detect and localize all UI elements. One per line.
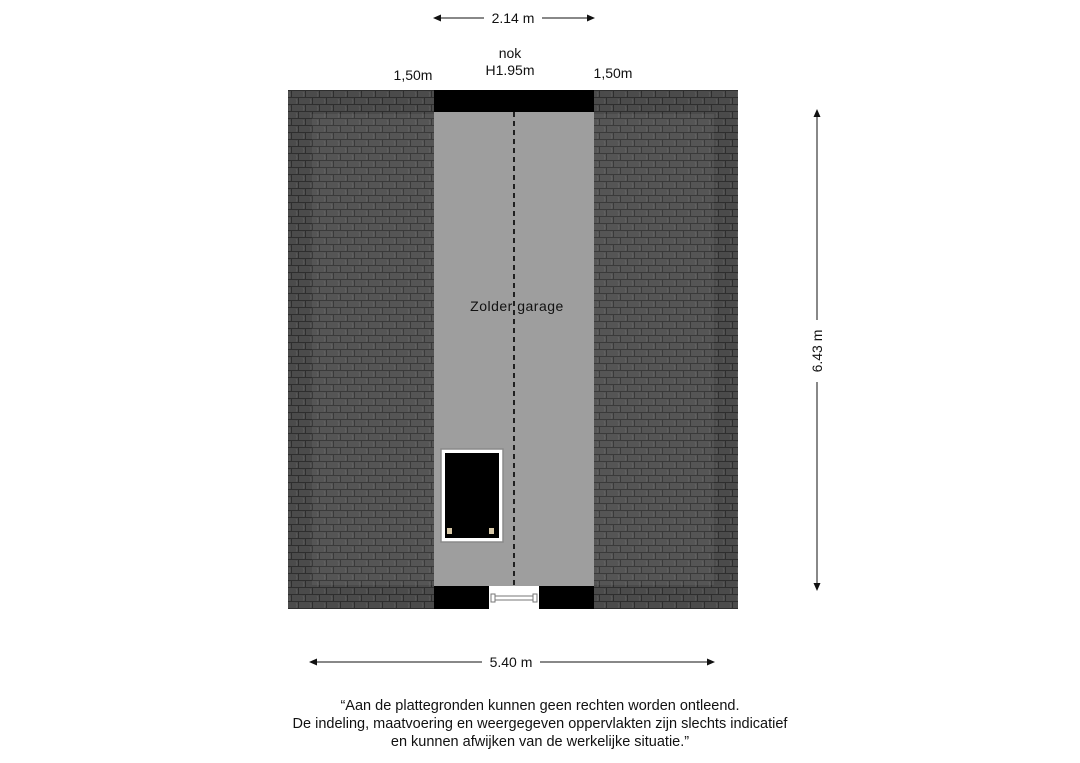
ridge-label: nok	[498, 45, 522, 61]
right-slope-label: 1,50m	[593, 65, 633, 81]
wall-bottom-left	[434, 586, 489, 609]
disclaimer-line-2: De indeling, maatvoering en weergegeven oppervlakten zijn slechts indicatief	[292, 716, 788, 732]
ridge-height-label: H1.95m	[485, 62, 535, 78]
roof-slope-right	[594, 90, 738, 609]
disclaimer-line-3: en kunnen afwijken van de werkelijke situatie.”	[390, 734, 690, 750]
roof-slope-left	[288, 90, 434, 609]
disclaimer-line-1: “Aan de plattegronden kunnen geen rechten worden ontleend.	[340, 698, 740, 714]
bottom-dimension-label: 5.40 m	[489, 654, 533, 670]
top-dimension-label: 2.14 m	[491, 10, 535, 26]
roof-hatch	[441, 449, 503, 542]
right-dimension-label: 6.43 m	[809, 329, 825, 373]
room-label: Zolder garage	[470, 298, 564, 314]
disclaimer	[0, 697, 1080, 751]
door-opening	[489, 586, 539, 609]
wall-top	[434, 90, 594, 112]
left-slope-label: 1,50m	[393, 67, 433, 83]
wall-bottom-right	[539, 586, 594, 609]
